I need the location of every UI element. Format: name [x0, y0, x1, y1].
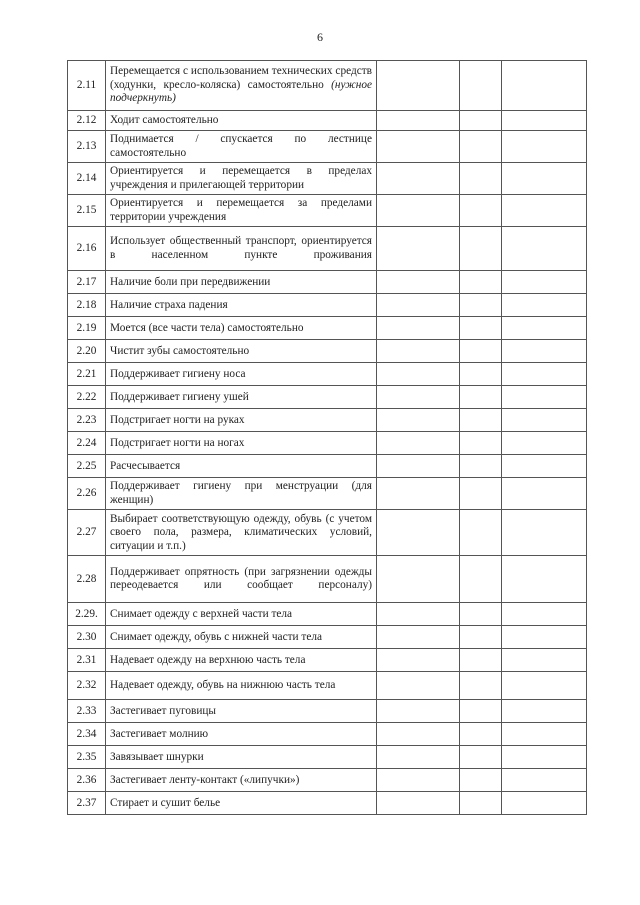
item-text-main: Перемещается с использованием технических средств (ходунки, кресло-коляска) самостоятельно: [110, 65, 372, 91]
answer-cell[interactable]: [377, 556, 460, 603]
item-text: [106, 61, 377, 111]
answer-cell[interactable]: [377, 700, 460, 723]
table-row: [68, 700, 587, 723]
answer-cell[interactable]: [502, 195, 587, 227]
assessment-table: [67, 60, 587, 815]
answer-cell[interactable]: [502, 700, 587, 723]
item-number: 2.13: [68, 131, 106, 163]
item-number: 2.15: [68, 195, 106, 227]
answer-cell[interactable]: [502, 723, 587, 746]
item-number: 2.32: [68, 672, 106, 700]
item-number: 2.36: [68, 769, 106, 792]
answer-cell[interactable]: [460, 317, 502, 340]
answer-cell[interactable]: [377, 723, 460, 746]
table-row: [68, 227, 587, 271]
answer-cell[interactable]: [502, 792, 587, 815]
answer-cell[interactable]: [460, 386, 502, 409]
answer-cell[interactable]: [502, 769, 587, 792]
item-text: Поддерживает гигиену при менструации (для женщин): [106, 478, 377, 510]
table-row: [68, 61, 587, 111]
item-number: 2.17: [68, 271, 106, 294]
answer-cell[interactable]: [377, 363, 460, 386]
table-row: [68, 672, 587, 700]
answer-cell[interactable]: [460, 700, 502, 723]
table-row: [68, 163, 587, 195]
answer-cell[interactable]: [460, 603, 502, 626]
item-number: 2.24: [68, 432, 106, 455]
item-number: 2.11: [68, 61, 106, 111]
answer-cell[interactable]: [460, 769, 502, 792]
assessment-table-body: [68, 61, 587, 815]
answer-cell[interactable]: [460, 672, 502, 700]
table-row: [68, 271, 587, 294]
answer-cell[interactable]: [377, 340, 460, 363]
item-number: 2.12: [68, 111, 106, 131]
answer-cell[interactable]: [377, 317, 460, 340]
item-text: Надевает одежду, обувь на нижнюю часть тела: [106, 672, 377, 700]
item-text: Поддерживает гигиену носа: [106, 363, 377, 386]
answer-cell[interactable]: [377, 111, 460, 131]
answer-cell[interactable]: [502, 294, 587, 317]
answer-cell[interactable]: [502, 626, 587, 649]
answer-cell[interactable]: [460, 195, 502, 227]
table-row: [68, 363, 587, 386]
answer-cell[interactable]: [377, 603, 460, 626]
answer-cell[interactable]: [460, 409, 502, 432]
table-row: [68, 409, 587, 432]
table-row: [68, 626, 587, 649]
item-text: Расчесывается: [106, 455, 377, 478]
item-text: Надевает одежду на верхнюю часть тела: [106, 649, 377, 672]
item-text: Застегивает ленту-контакт («липучки»): [106, 769, 377, 792]
item-number: 2.21: [68, 363, 106, 386]
answer-cell[interactable]: [460, 227, 502, 271]
answer-cell[interactable]: [460, 510, 502, 556]
table-row: [68, 317, 587, 340]
table-row: [68, 455, 587, 478]
answer-cell[interactable]: [502, 556, 587, 603]
answer-cell[interactable]: [460, 478, 502, 510]
answer-cell[interactable]: [502, 227, 587, 271]
item-text: Моется (все части тела) самостоятельно: [106, 317, 377, 340]
item-text: Использует общественный транспорт, ориентируется в населенном пункте проживания: [106, 227, 377, 271]
answer-cell[interactable]: [377, 746, 460, 769]
answer-cell[interactable]: [502, 271, 587, 294]
answer-cell[interactable]: [502, 510, 587, 556]
item-text: Поддерживает гигиену ушей: [106, 386, 377, 409]
answer-cell[interactable]: [377, 227, 460, 271]
answer-cell[interactable]: [460, 626, 502, 649]
answer-cell[interactable]: [502, 603, 587, 626]
answer-cell[interactable]: [460, 792, 502, 815]
answer-cell[interactable]: [460, 294, 502, 317]
item-text: Наличие страха падения: [106, 294, 377, 317]
answer-cell[interactable]: [377, 432, 460, 455]
item-text: Подстригает ногти на руках: [106, 409, 377, 432]
answer-cell[interactable]: [377, 294, 460, 317]
item-text: Застегивает пуговицы: [106, 700, 377, 723]
answer-cell[interactable]: [460, 340, 502, 363]
answer-cell[interactable]: [460, 723, 502, 746]
table-row: [68, 131, 587, 163]
answer-cell[interactable]: [502, 432, 587, 455]
item-number: 2.18: [68, 294, 106, 317]
page-number: 6: [317, 30, 323, 44]
answer-cell[interactable]: [502, 111, 587, 131]
item-text: Поднимается / спускается по лестнице самостоятельно: [106, 131, 377, 163]
answer-cell[interactable]: [460, 556, 502, 603]
answer-cell[interactable]: [460, 432, 502, 455]
item-text: Ориентируется и перемещается в пределах учреждения и прилегающей территории: [106, 163, 377, 195]
item-number: 2.29.: [68, 603, 106, 626]
answer-cell[interactable]: [502, 478, 587, 510]
answer-cell[interactable]: [460, 649, 502, 672]
answer-cell[interactable]: [460, 61, 502, 111]
item-number: 2.28: [68, 556, 106, 603]
answer-cell[interactable]: [502, 455, 587, 478]
answer-cell[interactable]: [502, 317, 587, 340]
answer-cell[interactable]: [502, 746, 587, 769]
table-row: [68, 603, 587, 626]
table-row: [68, 769, 587, 792]
answer-cell[interactable]: [460, 271, 502, 294]
table-row: [68, 478, 587, 510]
table-row: [68, 556, 587, 603]
answer-cell[interactable]: [377, 792, 460, 815]
item-number: 2.19: [68, 317, 106, 340]
answer-cell[interactable]: [377, 510, 460, 556]
table-row: [68, 510, 587, 556]
item-number: 2.30: [68, 626, 106, 649]
item-number: 2.14: [68, 163, 106, 195]
item-number: 2.34: [68, 723, 106, 746]
answer-cell[interactable]: [377, 478, 460, 510]
answer-cell[interactable]: [502, 61, 587, 111]
item-text: Поддерживает опрятность (при загрязнении одежды переодевается или сообщает персоналу): [106, 556, 377, 603]
item-number: 2.23: [68, 409, 106, 432]
item-number: 2.16: [68, 227, 106, 271]
answer-cell[interactable]: [377, 672, 460, 700]
item-number: 2.22: [68, 386, 106, 409]
item-text: Ходит самостоятельно: [106, 111, 377, 131]
answer-cell[interactable]: [377, 626, 460, 649]
item-text: Завязывает шнурки: [106, 746, 377, 769]
item-text: Застегивает молнию: [106, 723, 377, 746]
answer-cell[interactable]: [502, 386, 587, 409]
table-row: [68, 340, 587, 363]
answer-cell[interactable]: [502, 672, 587, 700]
item-number: 2.20: [68, 340, 106, 363]
item-number: 2.31: [68, 649, 106, 672]
item-number: 2.25: [68, 455, 106, 478]
item-text: Наличие боли при передвижении: [106, 271, 377, 294]
answer-cell[interactable]: [377, 649, 460, 672]
item-text: Снимает одежду, обувь с нижней части тела: [106, 626, 377, 649]
table-row: [68, 386, 587, 409]
answer-cell[interactable]: [502, 649, 587, 672]
item-number: 2.37: [68, 792, 106, 815]
item-text: Выбирает соответствующую одежду, обувь (с учетом своего пола, размера, климатических условий, ситуации и т.п.): [106, 510, 377, 556]
answer-cell[interactable]: [502, 409, 587, 432]
answer-cell[interactable]: [377, 195, 460, 227]
table-row: [68, 195, 587, 227]
answer-cell[interactable]: [502, 363, 587, 386]
table-row: [68, 792, 587, 815]
table-row: [68, 723, 587, 746]
item-text: Стирает и сушит белье: [106, 792, 377, 815]
item-text: Чистит зубы самостоятельно: [106, 340, 377, 363]
answer-cell[interactable]: [460, 455, 502, 478]
answer-cell[interactable]: [460, 111, 502, 131]
table-row: [68, 294, 587, 317]
table-row: [68, 432, 587, 455]
item-text: Подстригает ногти на ногах: [106, 432, 377, 455]
answer-cell[interactable]: [377, 131, 460, 163]
table-row: [68, 746, 587, 769]
answer-cell[interactable]: [377, 61, 460, 111]
table-row: [68, 111, 587, 131]
answer-cell[interactable]: [502, 340, 587, 363]
item-number: 2.27: [68, 510, 106, 556]
item-text-note: (нужное подчеркнуть): [110, 78, 372, 105]
answer-cell[interactable]: [460, 163, 502, 195]
item-number: 2.33: [68, 700, 106, 723]
answer-cell[interactable]: [377, 769, 460, 792]
answer-cell[interactable]: [460, 363, 502, 386]
table-row: [68, 649, 587, 672]
item-number: 2.35: [68, 746, 106, 769]
answer-cell[interactable]: [377, 386, 460, 409]
answer-cell[interactable]: [377, 163, 460, 195]
answer-cell[interactable]: [460, 746, 502, 769]
answer-cell[interactable]: [377, 409, 460, 432]
item-number: 2.26: [68, 478, 106, 510]
answer-cell[interactable]: [377, 271, 460, 294]
answer-cell[interactable]: [502, 131, 587, 163]
answer-cell[interactable]: [460, 131, 502, 163]
item-text: Снимает одежду с верхней части тела: [106, 603, 377, 626]
answer-cell[interactable]: [502, 163, 587, 195]
answer-cell[interactable]: [377, 455, 460, 478]
item-text: Ориентируется и перемещается за пределами территории учреждения: [106, 195, 377, 227]
